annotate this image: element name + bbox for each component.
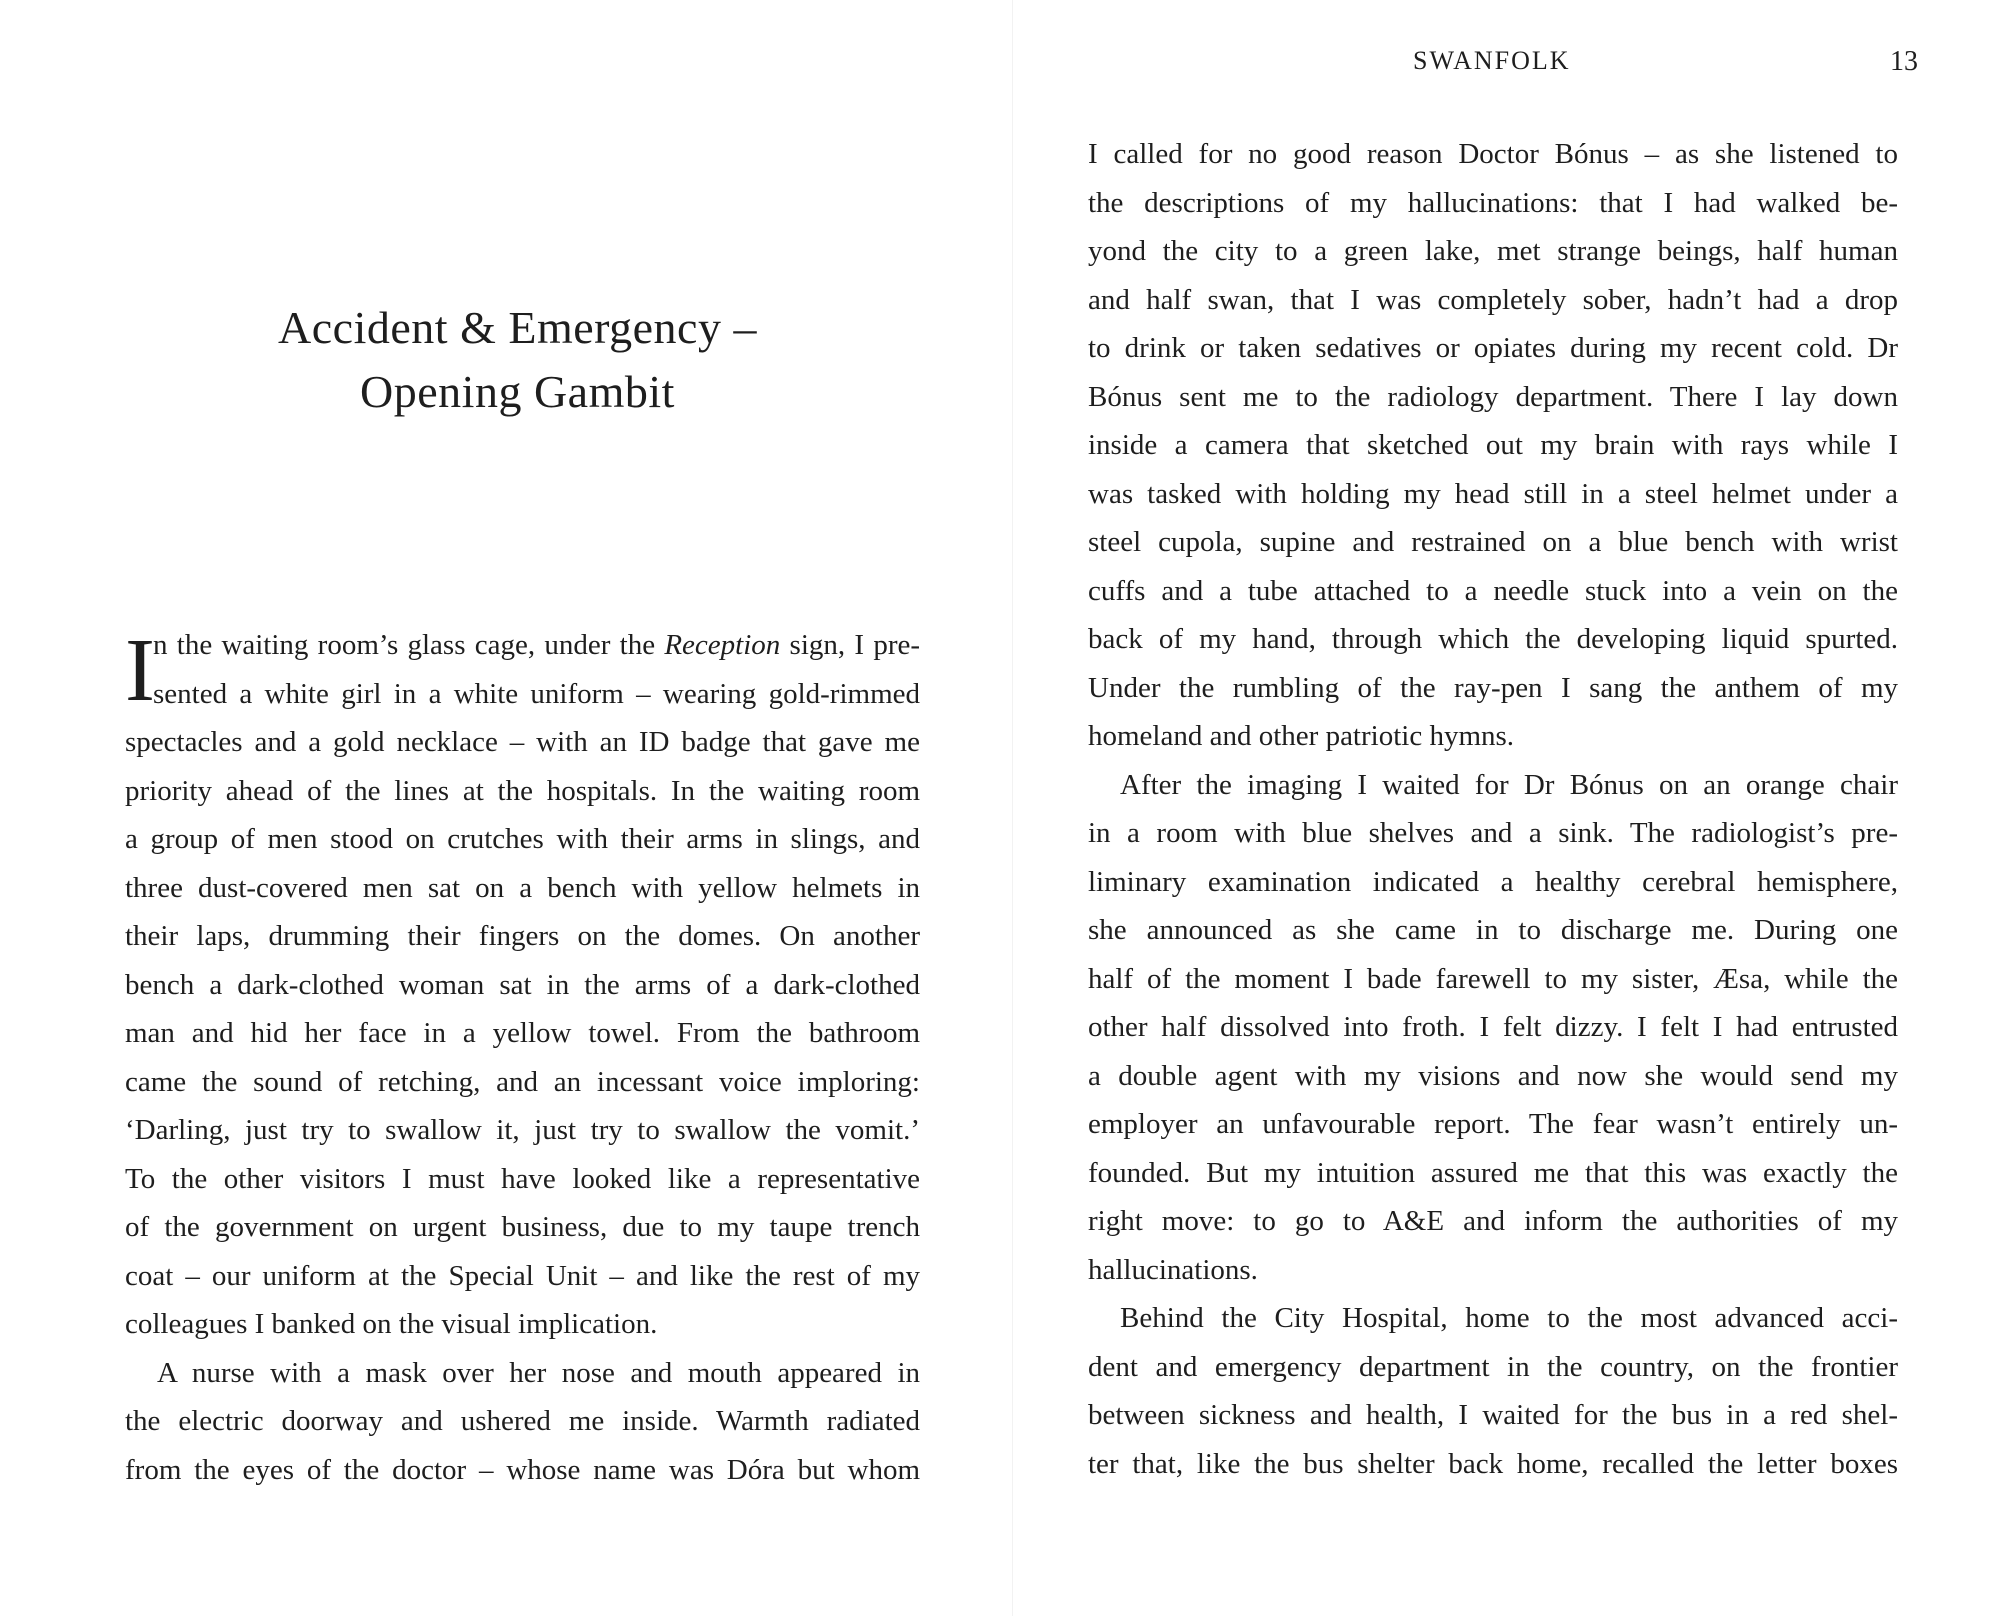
- text-line: hallucinations.: [1088, 1253, 1258, 1286]
- right-page-body: [1088, 130, 1898, 1488]
- text-line: half of the moment I bade farewell to my sister, Æsa, while the: [1088, 962, 1898, 995]
- text-line: a group of men stood on crutches with their arms in slings, and: [125, 823, 920, 855]
- text-line: the electric doorway and ushered me inside. Warmth radiated: [125, 1405, 920, 1437]
- text-line: and half swan, that I was completely sober, hadn’t had a drop: [1088, 283, 1898, 316]
- text-line: man and hid her face in a yellow towel. From the bathroom: [125, 1017, 920, 1049]
- chapter-title-line-2: Opening Gambit: [360, 366, 675, 417]
- text-line: I called for no good reason Doctor Bónus – as she listened to: [1088, 138, 1898, 170]
- text-line: a double agent with my visions and now she would send my: [1088, 1059, 1898, 1092]
- text-line: bench a dark-clothed woman sat in the arms of a dark-clothed: [125, 968, 920, 1001]
- text-line: she announced as she came in to discharge me. During one: [1088, 914, 1898, 946]
- right-page: [1013, 0, 2000, 1616]
- page-number: 13: [1890, 46, 1918, 77]
- text-line: employer an unfavourable report. The fear wasn’t entirely un-: [1088, 1108, 1898, 1140]
- text-line: Bónus sent me to the radiology department. There I lay down: [1088, 380, 1898, 413]
- text-line: To the other visitors I must have looked like a representative: [125, 1162, 920, 1195]
- text-line: inside a camera that sketched out my brain with rays while I: [1088, 429, 1898, 461]
- text-line: came the sound of retching, and an incessant voice imploring:: [125, 1065, 920, 1098]
- text-line: [125, 621, 920, 670]
- text-line: coat – our uniform at the Special Unit – and like the rest of my: [125, 1259, 920, 1292]
- text-line: homeland and other patriotic hymns.: [1088, 720, 1515, 752]
- text-line: Behind the City Hospital, home to the most advanced acci-: [1120, 1302, 1898, 1334]
- text-line: of the government on urgent business, due to my taupe trench: [125, 1211, 920, 1243]
- text-line: steel cupola, supine and restrained on a blue bench with wrist: [1088, 526, 1898, 558]
- text-line: Under the rumbling of the ray-pen I sang the anthem of my: [1088, 671, 1898, 704]
- first-line-post: sign, I pre-: [780, 629, 920, 661]
- text-line: between sickness and health, I waited for the bus in a red shel-: [1088, 1399, 1898, 1431]
- running-head: SWANFOLK: [1413, 46, 1571, 75]
- text-line: the descriptions of my hallucinations: that I had walked be-: [1088, 186, 1898, 219]
- text-line: in a room with blue shelves and a sink. The radiologist’s pre-: [1088, 817, 1898, 849]
- text-line: sented a white girl in a white uniform – wearing gold-rimmed: [153, 677, 920, 710]
- text-line: priority ahead of the lines at the hospitals. In the waiting room: [125, 774, 920, 807]
- first-line-pre: n the waiting room’s glass cage, under the: [153, 629, 665, 661]
- text-line: spectacles and a gold necklace – with an ID badge that gave me: [125, 726, 920, 758]
- text-line: ‘Darling, just try to swallow it, just try to swallow the vomit.’: [125, 1114, 920, 1146]
- text-line: to drink or taken sedatives or opiates during my recent cold. Dr: [1088, 332, 1898, 364]
- drop-cap: I: [125, 621, 155, 720]
- text-line: cuffs and a tube attached to a needle stuck into a vein on the: [1088, 574, 1898, 607]
- text-line: After the imaging I waited for Dr Bónus on an orange chair: [1120, 768, 1898, 801]
- text-line: colleagues I banked on the visual implication.: [125, 1308, 658, 1340]
- text-line: liminary examination indicated a healthy cerebral hemisphere,: [1088, 865, 1898, 898]
- text-line: their laps, drumming their fingers on the domes. On another: [125, 920, 920, 952]
- text-line: dent and emergency department in the country, on the frontier: [1088, 1350, 1898, 1383]
- text-line: was tasked with holding my head still in a steel helmet under a: [1088, 477, 1898, 510]
- text-line: from the eyes of the doctor – whose name was Dóra but whom: [125, 1453, 920, 1486]
- reception-italic: Reception: [664, 629, 781, 661]
- text-line: three dust-covered men sat on a bench with yellow helmets in: [125, 871, 920, 904]
- text-line: A nurse with a mask over her nose and mouth appeared in: [157, 1356, 920, 1389]
- chapter-title-line-1: Accident & Emergency –: [278, 302, 757, 353]
- text-line: ter that, like the bus shelter back home, recalled the letter boxes: [1088, 1447, 1898, 1480]
- text-line: founded. But my intuition assured me that this was exactly the: [1088, 1156, 1898, 1189]
- left-page-body: [125, 621, 920, 1494]
- text-line: other half dissolved into froth. I felt dizzy. I felt I had entrusted: [1088, 1011, 1898, 1043]
- text-line: right move: to go to A&E and inform the authorities of my: [1088, 1205, 1898, 1237]
- text-line: yond the city to a green lake, met strange beings, half human: [1088, 235, 1898, 267]
- text-line: back of my hand, through which the developing liquid spurted.: [1088, 623, 1898, 655]
- chapter-title: [120, 296, 915, 424]
